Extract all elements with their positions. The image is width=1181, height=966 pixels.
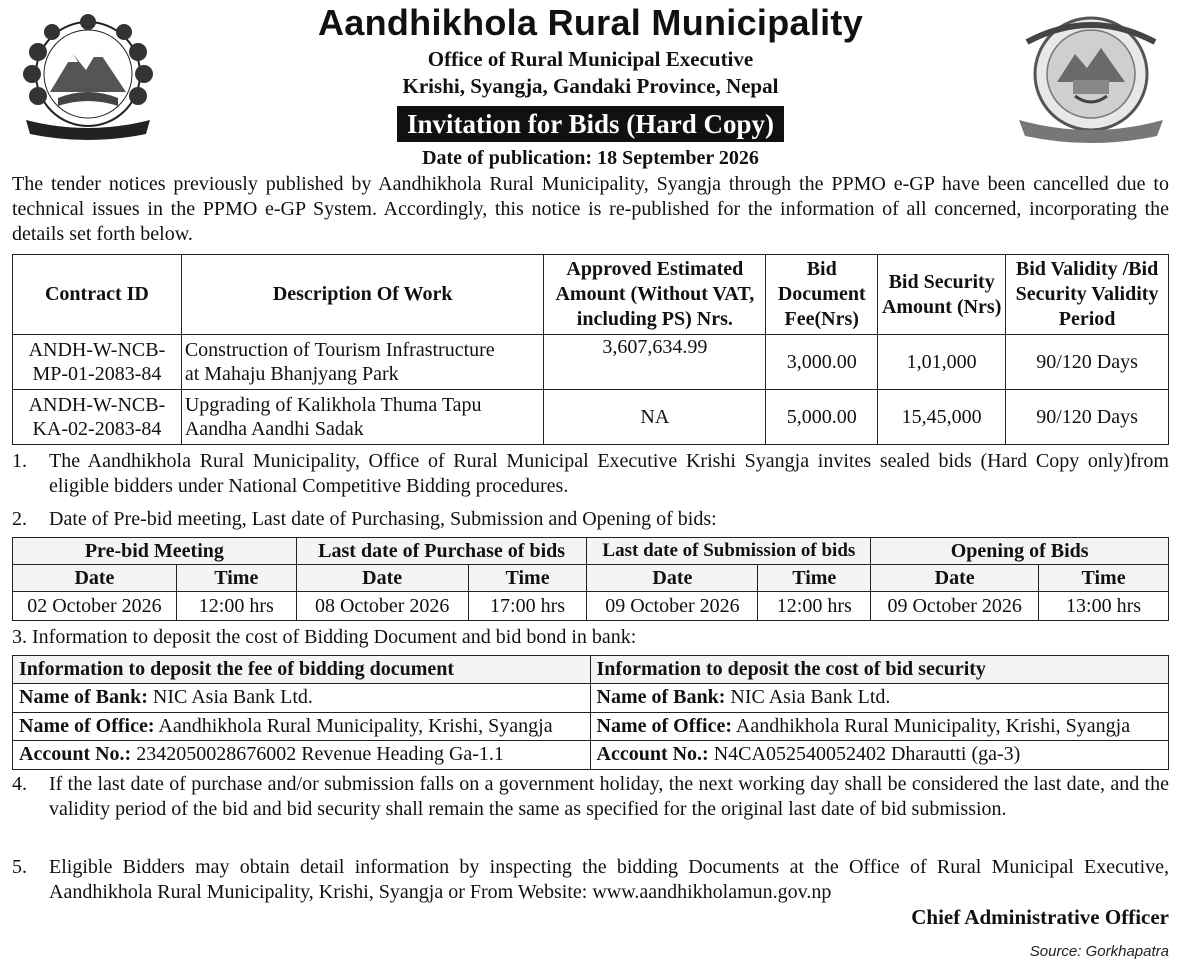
- column-header: Date: [296, 565, 468, 592]
- column-header: Time: [758, 565, 871, 592]
- date-cell: 09 October 2026: [587, 592, 758, 621]
- office-address: Krishi, Syangja, Gandaki Province, Nepal: [402, 74, 779, 98]
- fee-cell: 3,000.00: [766, 335, 878, 390]
- column-header: Time: [1039, 565, 1169, 592]
- column-header: Time: [468, 565, 587, 592]
- table-header-row: [13, 255, 1169, 335]
- amount-cell: 3,607,634.99: [544, 335, 766, 390]
- security-cell: 1,01,000: [878, 335, 1006, 390]
- contract-id-cell: ANDH-W-NCB- KA-02-2083-84: [13, 390, 182, 445]
- contracts-table: [12, 254, 1169, 445]
- validity-cell: 90/120 Days: [1006, 335, 1169, 390]
- office-name: Office of Rural Municipal Executive: [427, 47, 754, 71]
- table-row: [13, 390, 1169, 445]
- column-header: Information to deposit the fee of bidding document: [13, 656, 591, 684]
- table-row: [13, 741, 1169, 770]
- account-no-cell: Account No.: 2342050028676002 Revenue Heading Ga-1.1: [13, 741, 591, 770]
- column-header: Contract ID: [13, 255, 182, 335]
- schedule-group-row: [13, 538, 1169, 565]
- bank-name-cell: Name of Bank: NIC Asia Bank Ltd.: [590, 684, 1169, 713]
- description-cell: Construction of Tourism Infrastructure at Mahaju Bhanjyang Park: [181, 335, 544, 390]
- notice-banner: Invitation for Bids (Hard Copy): [397, 106, 784, 142]
- time-cell: 13:00 hrs: [1039, 592, 1169, 621]
- schedule-table: [12, 537, 1169, 621]
- column-header: Pre-bid Meeting: [13, 538, 297, 565]
- column-header: Date: [587, 565, 758, 592]
- time-cell: 12:00 hrs: [758, 592, 871, 621]
- security-cell: 15,45,000: [878, 390, 1006, 445]
- column-header: Time: [176, 565, 296, 592]
- list-item: 2. Date of Pre-bid meeting, Last date of Purchasing, Submission and Opening of bids:: [12, 508, 717, 530]
- table-row: [13, 592, 1169, 621]
- office-name-cell: Name of Office: Aandhikhola Rural Municipality, Krishi, Syangja: [590, 712, 1169, 741]
- fee-cell: 5,000.00: [766, 390, 878, 445]
- date-cell: 02 October 2026: [13, 592, 177, 621]
- date-cell: 08 October 2026: [296, 592, 468, 621]
- list-item: 4. If the last date of purchase and/or submission falls on a government holiday, the next working day shall be considered the last date, and the validity period of the bid and bid security shall remain the same as specified for the original last date of bid submission.: [12, 773, 1169, 820]
- column-header: Date: [871, 565, 1039, 592]
- description-cell: Upgrading of Kalikhola Thuma Tapu Aandha Aandhi Sadak: [181, 390, 544, 445]
- source-credit: Source: Gorkhapatra: [1029, 943, 1169, 960]
- office-name-cell: Name of Office: Aandhikhola Rural Municipality, Krishi, Syangja: [13, 712, 591, 741]
- column-header: Approved Estimated Amount (Without VAT, including PS) Nrs.: [544, 255, 766, 335]
- amount-cell: NA: [544, 390, 766, 445]
- table-row: [13, 712, 1169, 741]
- time-cell: 12:00 hrs: [176, 592, 296, 621]
- list-item: 5. Eligible Bidders may obtain detail information by inspecting the bidding Documents at the Office of Rural Municipal Executive, Aandhikhola Rural Municipality, Krishi, Syangja or From Website: www.aandhikholamun.gov.np: [12, 856, 1169, 903]
- schedule-subheader-row: [13, 565, 1169, 592]
- date-cell: 09 October 2026: [871, 592, 1039, 621]
- column-header: Bid Document Fee(Nrs): [766, 255, 878, 335]
- table-row: [13, 684, 1169, 713]
- bank-name-cell: Name of Bank: NIC Asia Bank Ltd.: [13, 684, 591, 713]
- column-header: Date: [13, 565, 177, 592]
- contract-id-cell: ANDH-W-NCB- MP-01-2083-84: [13, 335, 182, 390]
- validity-cell: 90/120 Days: [1006, 390, 1169, 445]
- table-row: [13, 335, 1169, 390]
- municipality-title: Aandhikhola Rural Municipality: [317, 2, 864, 43]
- column-header: Bid Security Amount (Nrs): [878, 255, 1006, 335]
- table-header-row: [13, 656, 1169, 684]
- column-header: Bid Validity /Bid Security Validity Period: [1006, 255, 1169, 335]
- signoff: Chief Administrative Officer: [911, 905, 1169, 929]
- publication-date: Date of publication: 18 September 2026: [422, 147, 759, 169]
- column-header: Information to deposit the cost of bid security: [590, 656, 1169, 684]
- intro-paragraph: The tender notices previously published by Aandhikhola Rural Municipality, Syangja through the PPMO e-GP have been cancelled due to technical issues in the PPMO e-GP System. Accordingly, this notice is re-published for the information of all concerned, incorporating the details set forth below.: [12, 173, 1169, 245]
- bank-info-table: [12, 655, 1169, 770]
- list-item: 3. Information to deposit the cost of Bidding Document and bid bond in bank:: [12, 626, 637, 648]
- column-header: Opening of Bids: [871, 538, 1169, 565]
- column-header: Description Of Work: [181, 255, 544, 335]
- column-header: Last date of Purchase of bids: [296, 538, 587, 565]
- account-no-cell: Account No.: N4CA052540052402 Dharautti (ga-3): [590, 741, 1169, 770]
- column-header: Last date of Submission of bids: [587, 538, 871, 565]
- list-item: 1. The Aandhikhola Rural Municipality, Office of Rural Municipal Executive Krishi Syangja invites sealed bids (Hard Copy only)from eligible bidders under National Competitive Bidding procedures.: [12, 450, 1169, 497]
- time-cell: 17:00 hrs: [468, 592, 587, 621]
